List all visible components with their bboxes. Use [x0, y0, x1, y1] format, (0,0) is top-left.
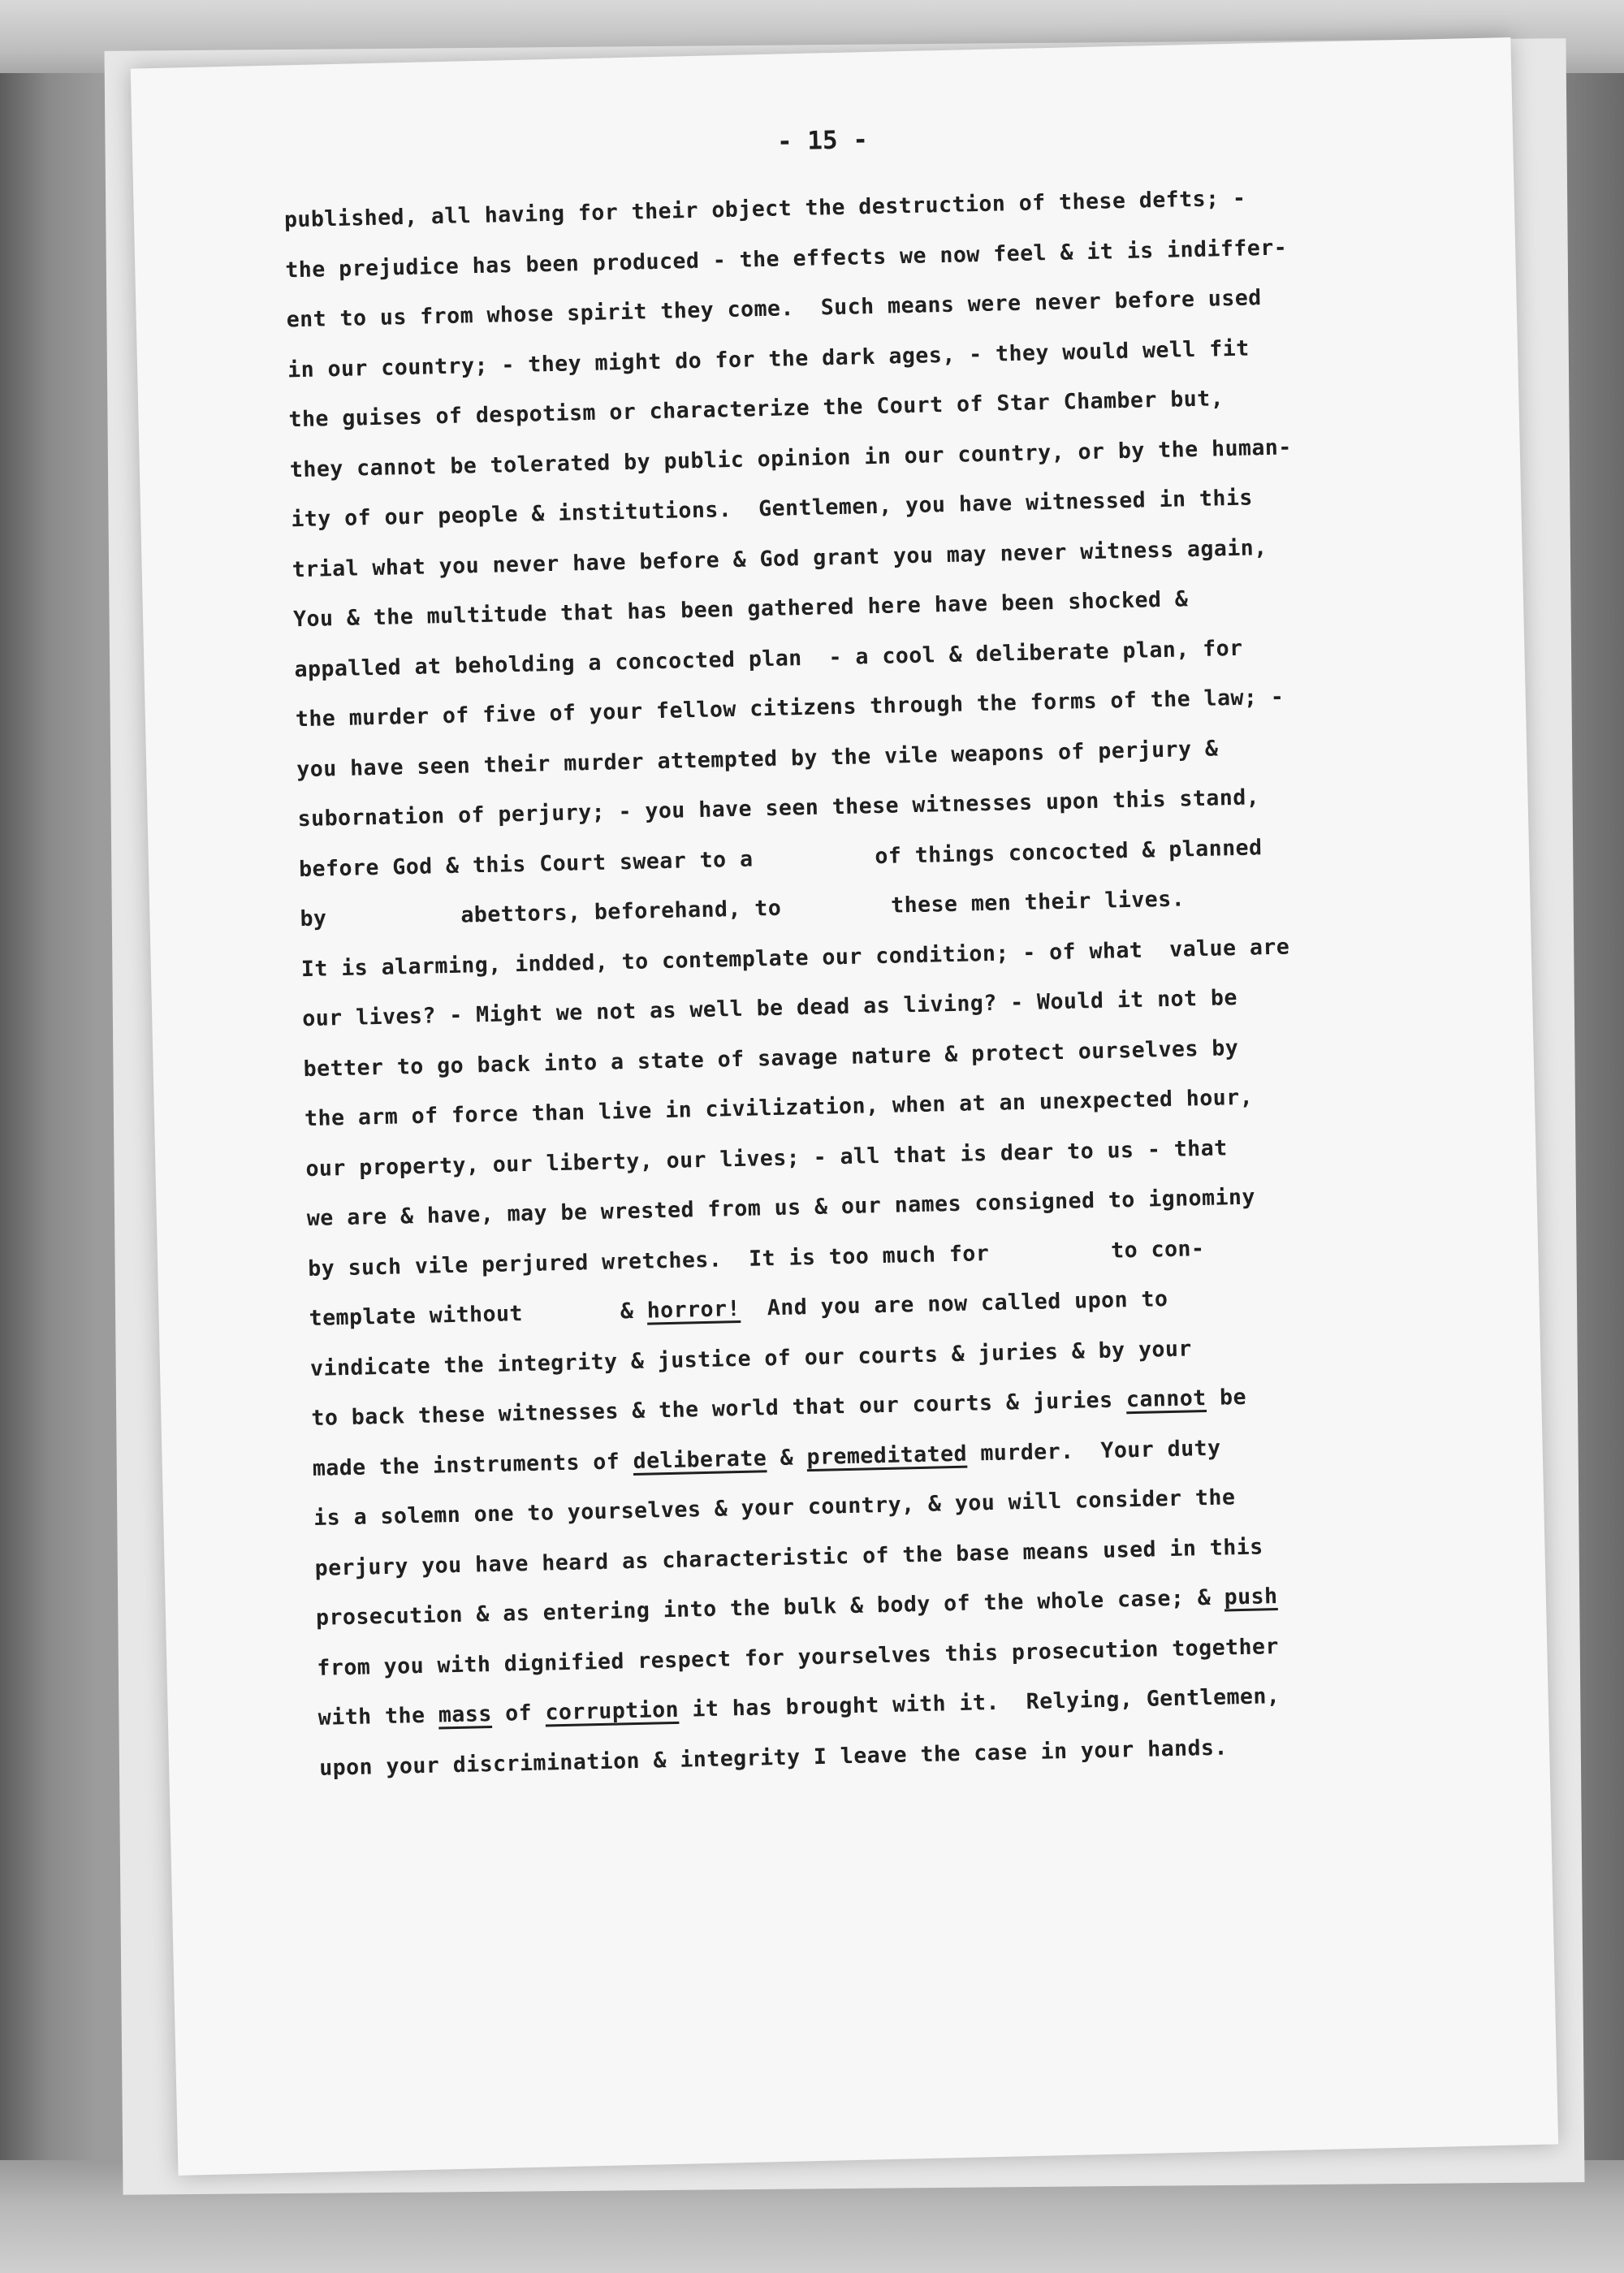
underlined-word: horror!	[646, 1295, 741, 1324]
underlined-word: deliberate	[633, 1445, 767, 1474]
text-line: the prejudice has been produced - the effects we now feel & it is indiffer-	[285, 234, 1288, 283]
underlined-word: corruption	[545, 1696, 680, 1726]
text-line: we are & have, may be wrested from us & our names consigned to ignominy	[306, 1184, 1256, 1232]
text-line: ity of our people & institutions. Gentlemen, you have witnessed in this	[291, 485, 1254, 533]
text-line: upon your discrimination & integrity I leave the case in your hands.	[318, 1735, 1229, 1781]
text-line: from you with dignified respect for yourselves this prosecution together	[317, 1633, 1280, 1681]
text-line: published, all having for their object the destruction of these defts; -	[283, 185, 1246, 233]
text-line: the arm of force than live in civilization, when at an unexpected hour,	[304, 1084, 1254, 1132]
text-line: the guises of despotism or characterize the Court of Star Chamber but,	[288, 386, 1224, 433]
text-line: to back these witnesses & the world that our courts & juries cannot be	[311, 1384, 1247, 1431]
text-line: with the mass of corruption it has brought with it. Relying, Gentlemen,	[317, 1683, 1281, 1731]
blank-gap	[327, 923, 461, 926]
typed-page	[131, 37, 1558, 2176]
underlined-word: cannot	[1125, 1385, 1207, 1413]
text-line: by such vile perjured wretches. It is too much for to con-	[307, 1235, 1205, 1281]
blank-gap	[781, 913, 891, 915]
text-line: perjury you have heard as characteristic of the base means used in this	[314, 1533, 1263, 1581]
text-line: made the instruments of deliberate & premeditated murder. Your duty	[312, 1435, 1221, 1481]
text-line: ent to us from whose spirit they come. Such means were never before used	[286, 285, 1263, 333]
text-line: by abettors, beforehand, to these men their lives.	[300, 886, 1186, 932]
text-line: they cannot be tolerated by public opinion in our country, or by the human-	[289, 434, 1293, 482]
text-line: the murder of five of your fellow citizens through the forms of the law; -	[295, 684, 1285, 732]
blank-gap	[989, 1257, 1111, 1260]
underlined-word: mass	[438, 1701, 493, 1728]
underlined-word: push	[1224, 1584, 1278, 1610]
text-line: prosecution & as entering into the bulk & body of the whole case; & push	[315, 1584, 1278, 1631]
text-line: You & the multitude that has been gathered here have been shocked &	[292, 586, 1189, 633]
blank-gap	[754, 863, 875, 866]
text-line: our property, our liberty, our lives; - all that is dear to us - that	[305, 1134, 1228, 1182]
text-line: you have seen their murder attempted by the vile weapons of perjury &	[296, 735, 1219, 782]
page-body-text	[283, 171, 1391, 1792]
text-line: our lives? - Might we not as well be dead as living? - Would it not be	[301, 984, 1238, 1032]
text-line: It is alarming, indded, to contemplate our condition; - of what value are	[300, 934, 1290, 982]
text-line: subornation of perjury; - you have seen these witnesses upon this stand,	[297, 784, 1260, 832]
text-line: vindicate the integrity & justice of our courts & juries & by your	[309, 1335, 1193, 1381]
underlined-word: premeditated	[806, 1441, 968, 1470]
text-line: template without & horror! And you are now called upon to	[309, 1286, 1168, 1332]
text-line: is a solemn one to yourselves & your country, & you will consider the	[313, 1484, 1236, 1531]
blank-gap	[523, 1318, 620, 1320]
text-line: before God & this Court swear to a of things concocted & planned	[298, 834, 1263, 882]
text-line: trial what you never have before & God grant you may never witness again,	[292, 534, 1268, 582]
page-number: - 15 -	[776, 125, 869, 157]
text-line: better to go back into a state of savage nature & protect ourselves by	[303, 1035, 1239, 1082]
text-line: in our country; - they might do for the dark ages, - they would well fit	[287, 335, 1250, 382]
text-line: appalled at beholding a concocted plan - a cool & deliberate plan, for	[294, 635, 1243, 682]
